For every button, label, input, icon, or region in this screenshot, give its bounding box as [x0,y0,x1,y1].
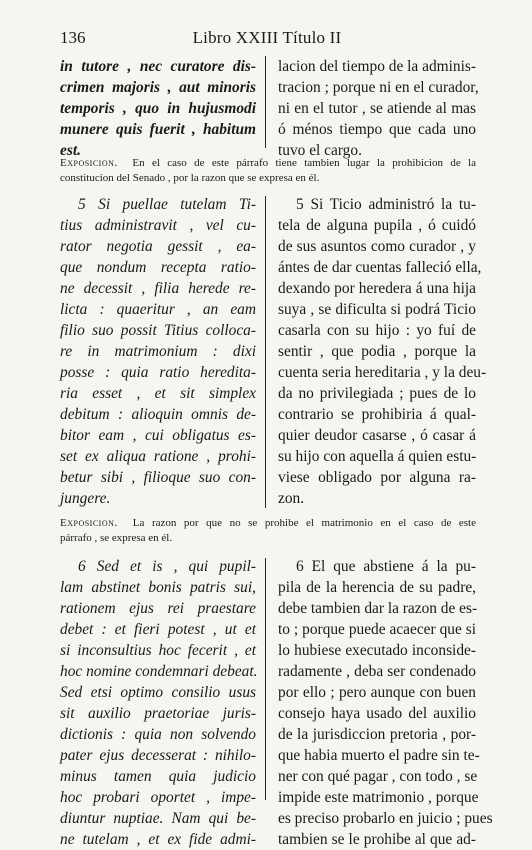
text-line: ria esset , et sit simplex [60,385,256,402]
text-line: por ello ; pero aunque con buen [278,684,476,701]
note-line: párrafo , se expresa en él. [60,532,173,544]
text-line: crimen majoris , aut minoris [60,79,256,96]
text-line: 6 El que abstiene á la pu- [296,558,476,575]
text-line: tela de alguna pupila , ó cuidó [278,217,476,234]
text-line: da no privilegiada ; pues de lo [278,385,476,402]
text-line: 6 Sed et is , qui pupil- [78,558,256,575]
text-line: 5 Si puellae tutelam Ti- [78,196,256,213]
spanish-column-block3 [278,556,493,850]
text-line: sit auxilio praetoriae juris- [60,705,256,722]
text-line: casarla con su hijo : yo fuí de [278,322,476,339]
running-title: Libro XXIII Título II [192,28,342,47]
text-line: ó ménos tiempo que cada uno [278,121,476,138]
text-line: zon. [278,490,305,507]
text-line: que nondum recepta ratio- [60,259,256,276]
text-line: que habia muerto el padre sin te- [278,747,480,764]
text-line: dictionis : quia non solvendo [60,726,256,743]
latin-column-block1 [60,56,256,161]
text-line: minus tamen quia judicio [60,768,256,785]
text-line: in tutore , nec curatore dis- [60,58,256,75]
text-line: munere quis fuerit , habitum [60,121,256,138]
text-line: lam abstinet bonis patris sui, [60,579,256,596]
column-divider [265,56,266,148]
text-line: pater ejus decesserat : nihilo- [60,747,256,764]
note-label: Exposicion. [60,517,118,529]
spanish-column-block2 [278,194,487,509]
text-line: su hijo con aquella á quien estu- [278,448,477,465]
text-line: ne tutelam , et ex fide admi- [60,831,256,848]
text-line: betur sibi , filioque suo con- [60,469,256,486]
exposition-note-2 [60,516,476,546]
text-line: temporis , quo in hujusmodi [60,100,256,117]
text-line: debitum : alioquin omnis de- [60,406,256,423]
note-label: Exposicion. [60,157,118,169]
text-line: posse : quia ratio heredita- [60,364,256,381]
text-line: ner con qué pagar , con todo , se [278,768,478,785]
text-line: licta : quaeritur , an eam [60,301,256,318]
text-line: tracion ; porque ni en el curador, [278,79,479,96]
text-line: diuntur nuptiae. Nam qui be- [60,810,256,827]
text-line: tambien se le prohibe al que ad- [278,831,476,848]
text-line: tius administravit , vel cu- [60,217,256,234]
text-line: bitor eam , cui obligatus es- [60,427,256,444]
text-line: quier deudor casarse , ó casar á [278,427,476,444]
spanish-column-block1 [278,56,479,161]
text-line: debe tambien dar la razon de es- [278,600,478,617]
text-line: rationem ejus rei praestare [60,600,256,617]
text-line: ni en el tutor , se atiende al mas [278,100,476,117]
text-line: debet : et fieri potest , ut et [60,621,256,638]
text-line: lacion del tiempo de la adminis- [278,58,476,75]
note-line [60,156,476,171]
text-line: suya , se dificulta si podrá Ticio [278,301,476,318]
text-line: jungere. [60,490,111,507]
page-header [60,28,474,50]
exposition-note-1 [60,156,476,186]
text-line: viese obligado por alguna ra- [278,469,476,486]
latin-column-block2 [60,194,256,509]
note-text: La razon por que no se prohibe el matrimonio en el caso de este [132,517,476,529]
text-line: cuenta seria hereditaria , y la deu- [278,364,487,381]
text-line: est. [60,142,81,159]
text-line: de la jurisdiccion pretoria , por- [278,726,476,743]
text-line: lo hubiese executado inconside- [278,642,476,659]
text-line: sentir , que podia , porque la [278,343,476,360]
column-divider [265,196,266,508]
text-line: si inconsultius hoc fecerit , et [60,642,256,659]
column-divider [265,558,266,800]
page-number: 136 [60,28,86,47]
note-line [60,516,476,531]
text-line: to ; porque puede acaecer que si [278,621,476,638]
latin-column-block3 [60,556,256,850]
text-line: hoc probari oportet , impe- [60,789,256,806]
text-line: filio suo possit Titius colloca- [60,322,256,339]
text-line: consejo haya usado del auxilio [278,705,476,722]
text-line: set ex aliqua ratione , prohi- [60,448,256,465]
note-text: En el caso de este párrafo tiene tambien lugar la prohibicion de la [132,157,476,169]
text-line: rator negotia gessit , ea- [60,238,256,255]
text-line: hoc nomine condemnari debeat. [60,663,258,680]
text-line: ne decessit , filia herede re- [60,280,256,297]
text-line: de sus asuntos como curador , y [278,238,476,255]
note-line: constitucion del Senado , por la razon que se expresa en él. [60,172,320,184]
text-line: dexando por heredera á una hija [278,280,476,297]
text-line: radamente , deba ser condenado [278,663,476,680]
text-line: Sed etsi optimo consilio usus [60,684,256,701]
text-line: es preciso probarlo en juicio ; pues [278,810,493,827]
text-line: ántes de dar cuentas falleció ella, [278,259,482,276]
text-line: pila de la herencia de su padre, [278,579,476,596]
text-line: re in matrimonium : dixi [60,343,256,360]
text-line: impide este matrimonio , porque [278,789,479,806]
text-line: contrario se prohibiria á qual- [278,406,476,423]
text-line: tuvo el cargo. [278,142,362,159]
text-line: 5 Si Ticio administró la tu- [296,196,476,213]
